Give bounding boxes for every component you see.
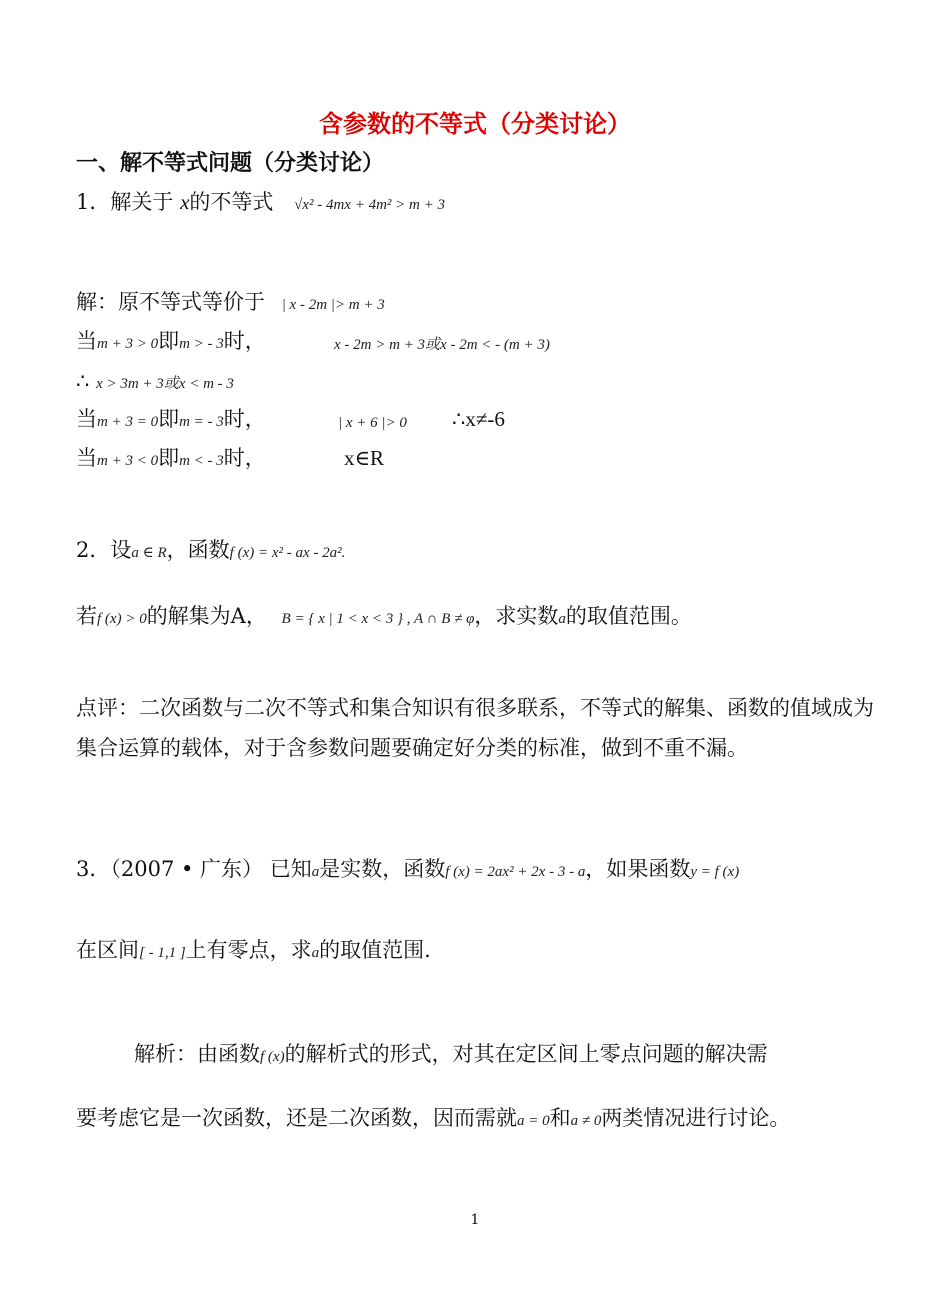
page-title: 含参数的不等式（分类讨论） xyxy=(319,110,631,138)
problem-3-line-2: 在区间[ - 1,1 ]上有零点，求a的取值范围. xyxy=(76,938,431,962)
solution-1-line-5: 当m + 3 < 0即m < - 3时， x∈R xyxy=(76,446,385,470)
comment-paragraph: 点评：二次函数与二次不等式和集合知识有很多联系，不等式的解集、函数的值域成为集合运算的载体，对于含参数问题要确定好分类的标准，做到不重不漏。 xyxy=(76,696,874,760)
problem-3-number: 3．（2007 • 广东） 已知 xyxy=(76,857,312,881)
problem-3-line-1: 3．（2007 • 广东） 已知a是实数，函数f (x) = 2ax² + 2x - 3 - a，如果函数y = f (x) xyxy=(76,857,740,881)
page-number: 1 xyxy=(470,1212,480,1228)
problem-2-number: 2．设 xyxy=(76,538,132,562)
analysis-line-1: 解析：由函数f (x)的解析式的形式，对其在定区间上零点问题的解决需 xyxy=(134,1042,768,1066)
problem-1-statement: 1．解关于 x的不等式 √x² - 4mx + 4m² > m + 3 xyxy=(76,190,445,214)
analysis-line-2: 要考虑它是一次函数，还是二次函数，因而需就a = 0和a ≠ 0两类情况进行讨论。 xyxy=(76,1106,791,1130)
section-heading: 一、解不等式问题（分类讨论） xyxy=(76,151,385,176)
problem-1-formula: √x² - 4mx + 4m² > m + 3 xyxy=(294,197,445,213)
solution-1-line-1: 解：原不等式等价于 | x - 2m |> m + 3 xyxy=(76,290,385,314)
problem-1-number: 1． xyxy=(76,190,111,214)
solution-1-line-2: 当m + 3 > 0即m > - 3时， x - 2m > m + 3或x - 2m < - (m + 3) xyxy=(76,329,550,353)
problem-2-line-2: 若f (x) > 0的解集为A， B = { x | 1 < x < 3 } , A ∩ B ≠ φ，求实数a的取值范围。 xyxy=(76,604,692,628)
problem-2-line-1: 2．设a ∈ R，函数f (x) = x² - ax - 2a². xyxy=(76,538,346,562)
solution-1-line-3: ∴ x > 3m + 3或x < m - 3 xyxy=(76,369,234,393)
solution-1-line-4: 当m + 3 = 0即m = - 3时， | x + 6 |> 0 ∴x≠-6 xyxy=(76,407,505,431)
